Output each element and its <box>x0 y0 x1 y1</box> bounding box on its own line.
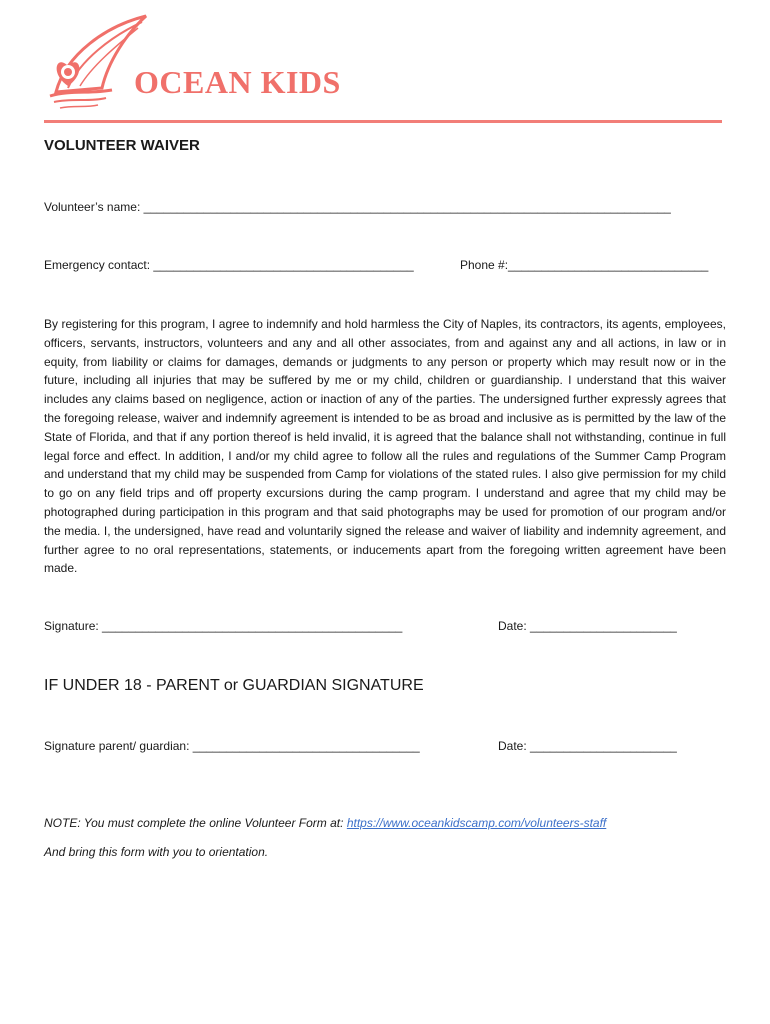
guardian-heading: IF UNDER 18 - PARENT or GUARDIAN SIGNATURE <box>44 677 424 694</box>
phone-field[interactable]: Phone #:______________________________ <box>460 258 709 272</box>
note-footer: And bring this form with you to orientation. <box>44 845 269 859</box>
brand-name: OCEAN KIDS <box>134 64 341 100</box>
guardian-signature-field[interactable]: Signature parent/ guardian: __________________________________ <box>44 739 420 753</box>
note-line <box>44 816 606 830</box>
volunteer-name-field[interactable]: Volunteer’s name: _______________________________________________________________________________ <box>44 200 671 214</box>
note-text: NOTE: You must complete the online Volunteer Form at: <box>44 816 347 830</box>
signature-field[interactable]: Signature: _____________________________________________ <box>44 619 403 633</box>
volunteer-form-link[interactable]: https://www.oceankidscamp.com/volunteers-staff <box>346 816 607 830</box>
ocean-kids-logo <box>46 14 376 114</box>
guardian-date-field[interactable]: Date: ______________________ <box>498 739 677 753</box>
document-title: VOLUNTEER WAIVER <box>44 137 200 154</box>
header-divider <box>44 120 722 123</box>
waiver-text: By registering for this program, I agree to indemnify and hold harmless the City of Naples, its contractors, its agents, employees, officers, servants, instructors, volunteers and any and all other associates, from and against any and all actions, in law or in equity, from liability or claims for damages, demands or judgments to any person or property which may result now or in the future, including all injuries that may be suffered by me or my child, children or guardianship. I understand that this waiver includes any claims based on negligence, action or inaction of any of the parties. The undersigned further expressly agrees that the foregoing release, waiver and indemnify agreement is intended to be as broad and inclusive as is permitted by the law of the State of Florida, and that if any portion thereof is held invalid, it is agreed that the balance shall not withstanding, continue in full legal force and effect. In addition, I and/or my child agree to follow all the rules and regulations of the Summer Camp Program and understand that my child may be suspended from Camp for violations of the stated rules. I also give permission for my child to go on any field trips and off property excursions during the camp program. I understand and agree that my child may be photographed during participation in this program and that said photographs may be used for promotion of our program and/or the media. I, the undersigned, have read and voluntarily signed the release and waiver of liability and indemnity agreement, and further agree to no oral representations, statements, or inducements apart from the foregoing written agreement have been made. <box>44 317 726 576</box>
emergency-contact-field[interactable]: Emergency contact: _______________________________________ <box>44 258 414 272</box>
date-field[interactable]: Date: ______________________ <box>498 619 677 633</box>
